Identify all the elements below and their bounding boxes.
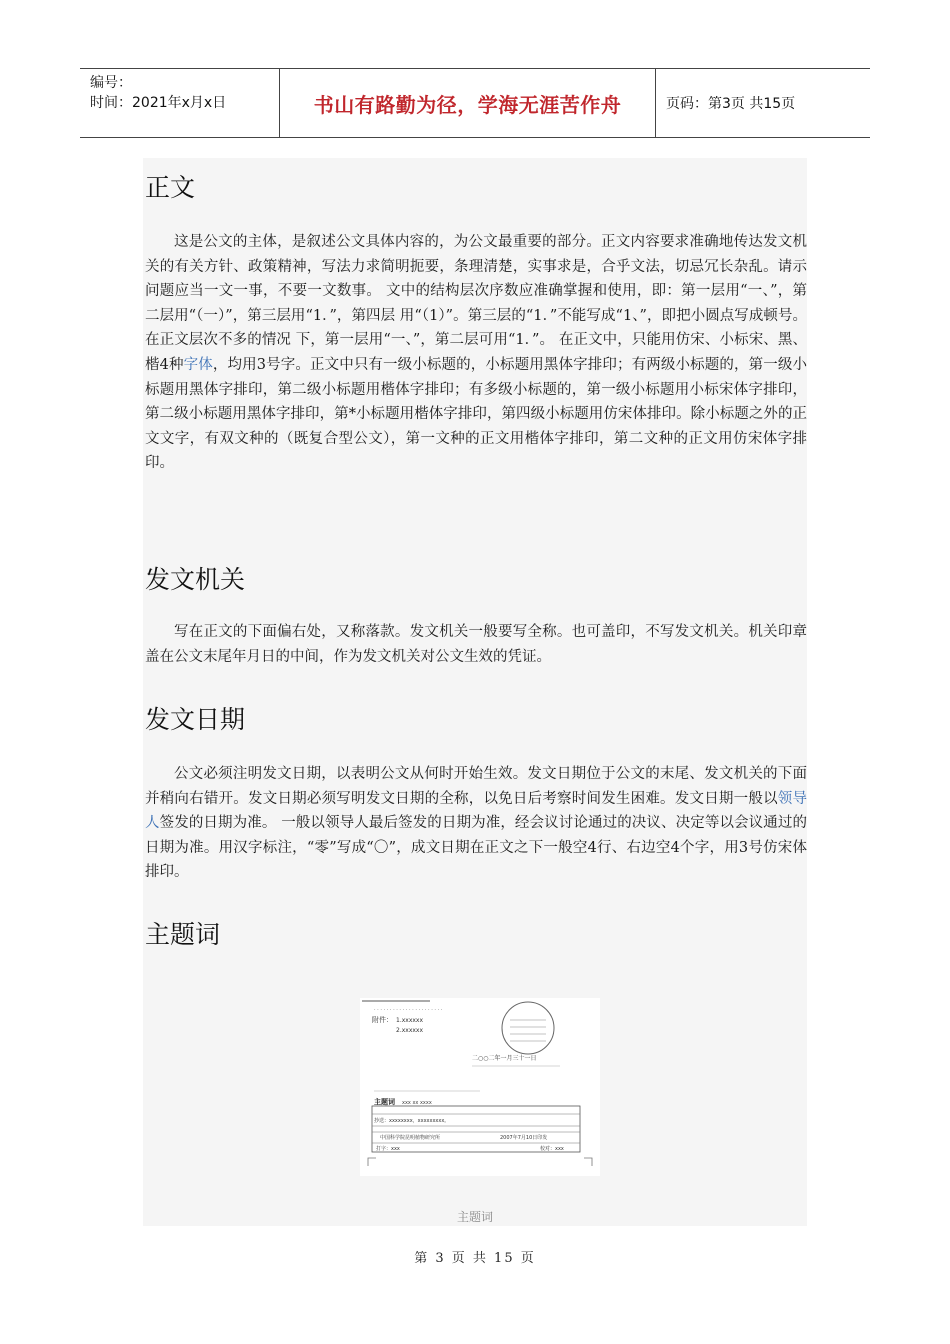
fig-typist: 打字：xxx: [376, 1146, 400, 1152]
crop-mark-right: [584, 1158, 592, 1166]
header-meta: [80, 69, 280, 137]
section-title-issuer: 发文机关: [145, 565, 246, 594]
section-body-paragraph: [145, 230, 807, 476]
date-text-part-2: 签发的日期为准。 一般以领导人最后签发的日期为准，经会议讨论通过的决议、决定等以会议通过的日期为准。用汉字标注，“零”写成“〇”，成文日期在正文之下一般空4行、右边空4个字，用3号仿宋体排印。: [145, 815, 807, 881]
header-motto: 书山有路勤为径，学海无涯苦作舟: [280, 69, 656, 137]
document-number-label: 编号：: [90, 75, 132, 91]
subject-words-example-image: [360, 998, 600, 1176]
leader-link[interactable]: 领导人: [145, 790, 807, 832]
example-document-drawing: [360, 998, 600, 1176]
fig-print-date: 2007年7月10日印发: [500, 1135, 548, 1141]
document-time-label: 时间：2021年x月x日: [90, 95, 227, 111]
date-text-part-1: 公文必须注明发文日期，以表明公文从何时开始生效。发文日期位于公文的末尾、发文机关的下面并稍向右错开。发文日期必须写明发文日期的全称，以免日后考察时间发生困难。发文日期一般以: [145, 766, 807, 807]
official-seal: [502, 1002, 554, 1054]
crop-mark-left: [368, 1158, 376, 1166]
body-text-part-1: 这是公文的主体，是叙述公文具体内容的，为公文最重要的部分。正文内容要求准确地传达发文机关的有关方针、政策精神，写法力求简明扼要，条理清楚，实事求是，合乎文法，切忌冗长杂乱。请示问题应当一文一事，不要一文数事。 文中的结构层次序数应准确掌握和使用，即：第一层用“一、”，第二层用“（一）”，第三层用“1．”，第四层 用“（1）”。第三层的“1．”不能写成“1、”，即把小圆点写成顿号。在正文层次不多的情况 下，第一层用“一、”，第二层可用“1．”。 在正文中，只能用仿宋、小标宋、黑、楷4种: [145, 234, 807, 373]
fig-org-line: 中国科学院昆明植物研究所: [380, 1135, 441, 1141]
fig-attachment-label: 附件：: [372, 1016, 393, 1024]
body-text-part-2: ，均用3号字。正文中只有一级小标题的，小标题用黑体字排印；有两级小标题的，第一级小标题用黑体字排印，第二级小标题用楷体字排印；有多级小标题的，第一级小标题用小标宋体字排印，第二级小标题用黑体字排印，第*小标题用楷体字排印，第四级小标题用仿宋体排印。除小标题之外的正文文字，有双文种的（既复合型公文），第一文种的正文用楷体字排印，第二文种的正文用仿宋体字排印。: [145, 356, 807, 472]
figure-caption: 主题词: [456, 1210, 493, 1224]
fig-attachment-2: 2.xxxxxx: [396, 1027, 424, 1034]
section-title-subject: 主题词: [145, 920, 221, 949]
section-issuer-paragraph: 写在正文的下面偏右处，又称落款。发文机关一般要写全称。也可盖印，不写发文机关。机关印章盖在公文末尾年月日的中间，作为发文机关对公文生效的凭证。: [145, 624, 807, 665]
section-title-body: 正文: [145, 173, 196, 202]
section-title-date: 发文日期: [145, 705, 246, 734]
fig-subject-label: 主题词: [374, 1098, 395, 1106]
fig-attachment-1: 1.xxxxxx: [396, 1017, 424, 1024]
document-header: [80, 68, 870, 138]
fig-top-note: · · · · · · · · · · · · · · · · · · · · · ·: [374, 1007, 443, 1013]
fig-date-text: 二○○二年一月三十一日: [472, 1055, 537, 1062]
header-page-info: 页码：第3页 共15页: [666, 96, 796, 112]
fig-proof: 校对：xxx: [540, 1146, 564, 1152]
font-link[interactable]: 字体: [183, 356, 213, 373]
page-footer: 第 3 页 共 15 页: [414, 1251, 536, 1266]
fig-subject-values: xxx xx xxxx: [402, 1100, 432, 1106]
section-date-paragraph: [145, 762, 807, 885]
fig-copy-line: 抄送：xxxxxxxx，xxxxxxxxx。: [374, 1118, 450, 1124]
